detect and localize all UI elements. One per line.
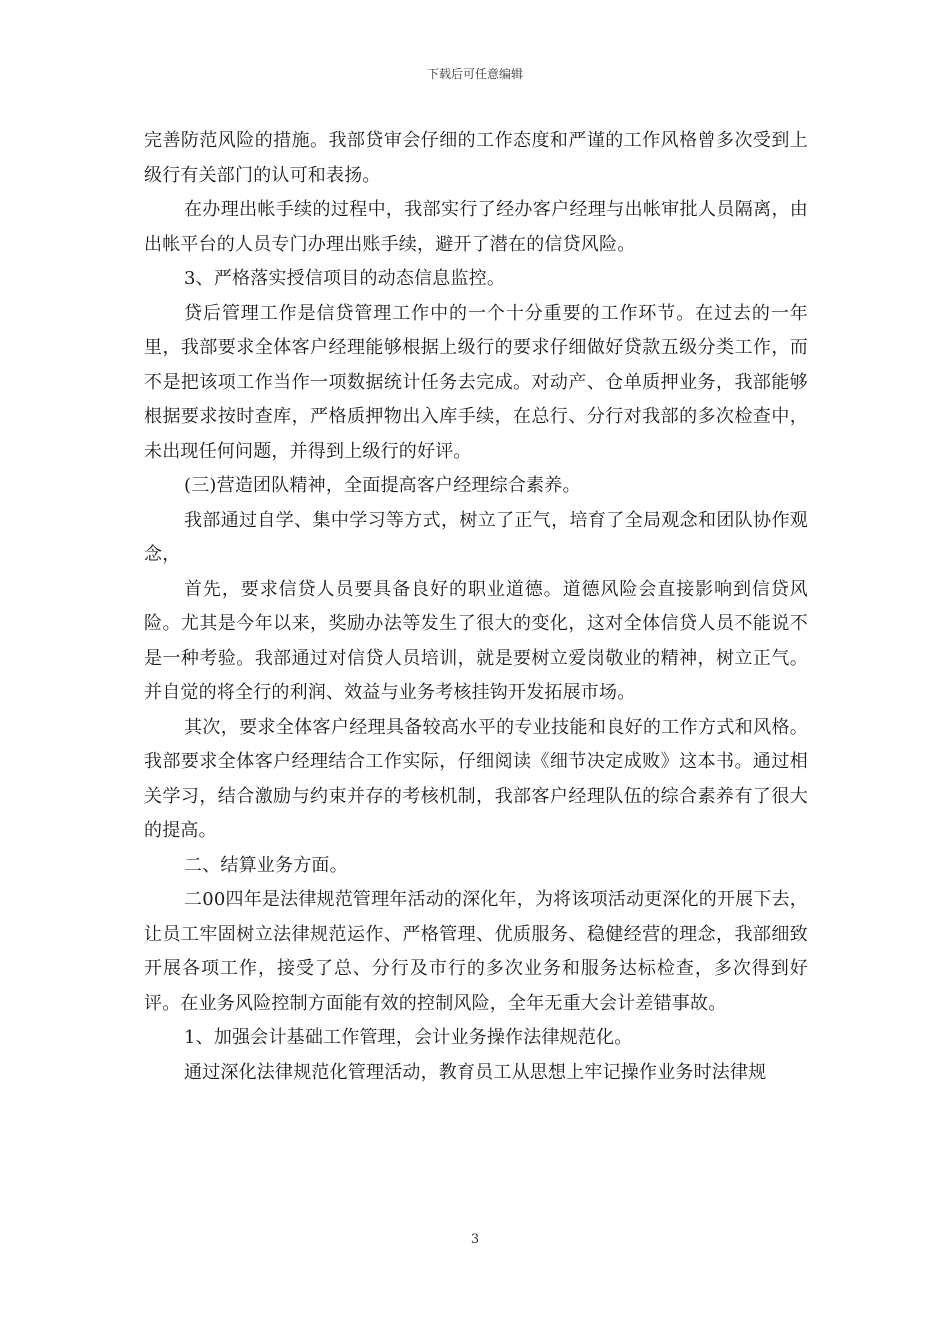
paragraph-4: 贷后管理工作是信贷管理工作中的一个十分重要的工作环节。在过去的一年里，我部要求全体客户经理能够根据上级行的要求仔细做好贷款五级分类工作，而不是把该项工作当作一项数据统计任务去完成。对动产、仓单质押业务，我部能够根据要求按时查库，严格质押物出入库手续，在总行、分行对我部的多次检查中，未出现任何问题，并得到上级行的好评。	[144, 302, 808, 462]
document-body	[144, 124, 808, 1090]
paragraph-11-heading: 1、加强会计基础工作管理，会计业务操作法律规范化。	[184, 1027, 633, 1048]
paragraph-1: 完善防范风险的措施。我部贷审会仔细的工作态度和严谨的工作风格曾多次受到上级行有关部门的认可和表扬。	[144, 130, 808, 186]
page-number: 3	[470, 1232, 480, 1247]
paragraph-12: 通过深化法律规范化管理活动，教育员工从思想上牢记操作业务时法律规	[184, 1061, 767, 1083]
paragraph-2: 在办理出帐手续的过程中，我部实行了经办客户经理与出帐审批人员隔离，由出帐平台的人员专门办理出账手续，避开了潜在的信贷风险。	[144, 199, 808, 255]
page-header: 下载后可任意编辑	[426, 67, 523, 81]
paragraph-6: 我部通过自学、集中学习等方式，树立了正气，培育了全局观念和团队协作观念，	[144, 509, 808, 565]
paragraph-9-heading: 二、结算业务方面。	[184, 854, 348, 876]
paragraph-5-heading: (三)营造团队精神，全面提高客户经理综合素养。	[184, 475, 581, 496]
paragraph-10: 二00四年是法律规范管理年活动的深化年，为将该项活动更深化的开展下去，让员工牢固树立法律规范运作、严格管理、优质服务、稳健经营的理念，我部细致开展各项工作，接受了总、分行及市行的多次业务和服务达标检查，多次得到好评。在业务风险控制方面能有效的控制风险，全年无重大会计差错事故。	[144, 889, 808, 1014]
paragraph-3-heading: 3、严格落实授信项目的动态信息监控。	[184, 268, 506, 289]
paragraph-8: 其次，要求全体客户经理具备较高水平的专业技能和良好的工作方式和风格。我部要求全体客户经理结合工作实际，仔细阅读《细节决定成败》这本书。通过相关学习，结合激励与约束并存的考核机制，我部客户经理队伍的综合素养有了很大的提高。	[144, 716, 808, 841]
paragraph-7: 首先，要求信贷人员要具备良好的职业道德。道德风险会直接影响到信贷风险。尤其是今年以来，奖励办法等发生了很大的变化，这对全体信贷人员不能说不是一种考验。我部通过对信贷人员培训，就是要树立爱岗敬业的精神，树立正气。并自觉的将全行的利润、效益与业务考核挂钩开发拓展市场。	[144, 578, 808, 703]
